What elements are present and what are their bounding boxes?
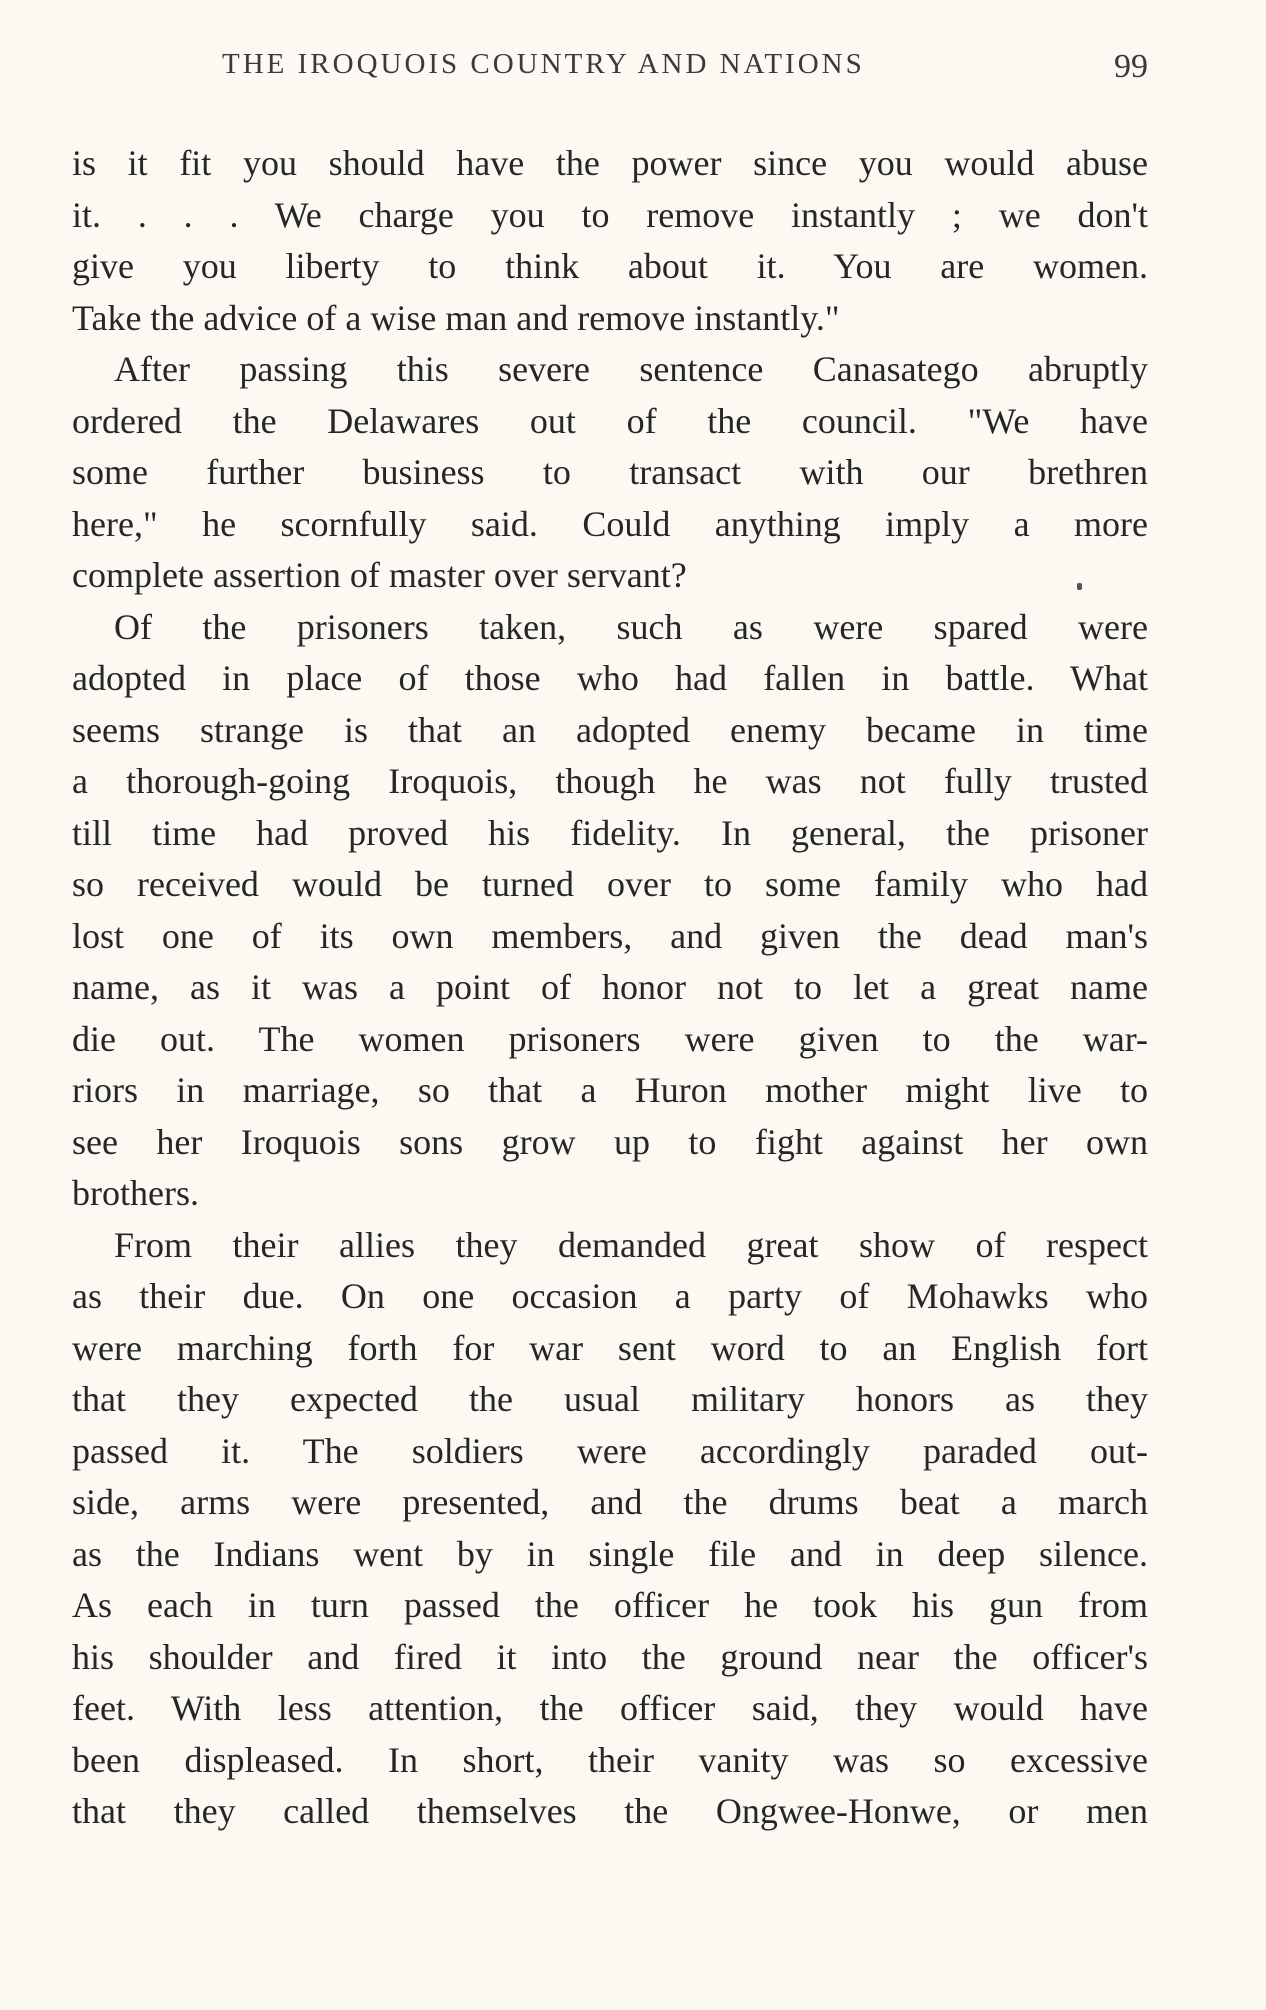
text-line: his shoulder and fired it into the ground near the officer's <box>72 1636 1148 1677</box>
paragraph <box>72 138 1148 344</box>
text-line: some further business to transact with our brethren <box>72 452 1148 492</box>
text-line: As each in turn passed the officer he took his gun from <box>72 1585 1148 1625</box>
text-line: After passing this severe sentence Canasatego abruptly <box>114 349 1148 389</box>
text-line: that they called themselves the Ongwee-Honwe, or men <box>72 1791 1148 1831</box>
text-line: brothers. <box>72 1173 199 1213</box>
running-head <box>72 48 1148 92</box>
text-line: is it fit you should have the power since you would abuse <box>72 143 1148 183</box>
text-line: riors in marriage, so that a Huron mother might live to <box>72 1070 1148 1110</box>
text-line: been displeased. In short, their vanity was so excessive <box>72 1739 1148 1780</box>
text-line: a thorough-going Iroquois, though he was not fully trusted <box>72 761 1148 801</box>
text-line: lost one of its own members, and given the dead man's <box>72 915 1148 956</box>
text-line: passed it. The soldiers were accordingly paraded out- <box>72 1430 1148 1471</box>
page-number: 99 <box>1114 48 1148 85</box>
text-line: From their allies they demanded great show of respect <box>114 1224 1148 1265</box>
text-line: ordered the Delawares out of the council. "We have <box>72 400 1148 441</box>
text-line: complete assertion of master over servant? <box>72 555 687 595</box>
text-line: Of the prisoners taken, such as were spared were <box>114 606 1148 647</box>
text-line: were marching forth for war sent word to an English fort <box>72 1327 1148 1368</box>
text-line: here," he scornfully said. Could anything imply a more <box>72 503 1148 544</box>
paragraph <box>72 1220 1148 1838</box>
text-line: that they expected the usual military honors as they <box>72 1379 1148 1419</box>
text-line: die out. The women prisoners were given to the war- <box>72 1018 1148 1059</box>
text-line: seems strange is that an adopted enemy became in time <box>72 709 1148 750</box>
text-line: it. . . . We charge you to remove instantly ; we don't <box>72 194 1148 235</box>
text-line: till time had proved his fidelity. In general, the prisoner <box>72 812 1148 853</box>
paragraph <box>72 344 1148 602</box>
paragraph <box>72 602 1148 1220</box>
text-line: give you liberty to think about it. You are women. <box>72 246 1148 286</box>
body-text <box>72 138 1148 1838</box>
text-line: side, arms were presented, and the drums beat a march <box>72 1482 1148 1522</box>
text-line: so received would be turned over to some family who had <box>72 864 1148 904</box>
running-title: THE IROQUOIS COUNTRY AND NATIONS <box>222 48 865 80</box>
text-line: as their due. On one occasion a party of Mohawks who <box>72 1276 1148 1316</box>
text-line: adopted in place of those who had fallen in battle. What <box>72 658 1148 698</box>
text-line: name, as it was a point of honor not to let a great name <box>72 967 1148 1007</box>
text-line: Take the advice of a wise man and remove instantly." <box>72 297 840 338</box>
text-line: see her Iroquois sons grow up to fight against her own <box>72 1121 1148 1162</box>
text-line: feet. With less attention, the officer said, they would have <box>72 1688 1148 1728</box>
text-line: as the Indians went by in single file and in deep silence. <box>72 1533 1148 1574</box>
